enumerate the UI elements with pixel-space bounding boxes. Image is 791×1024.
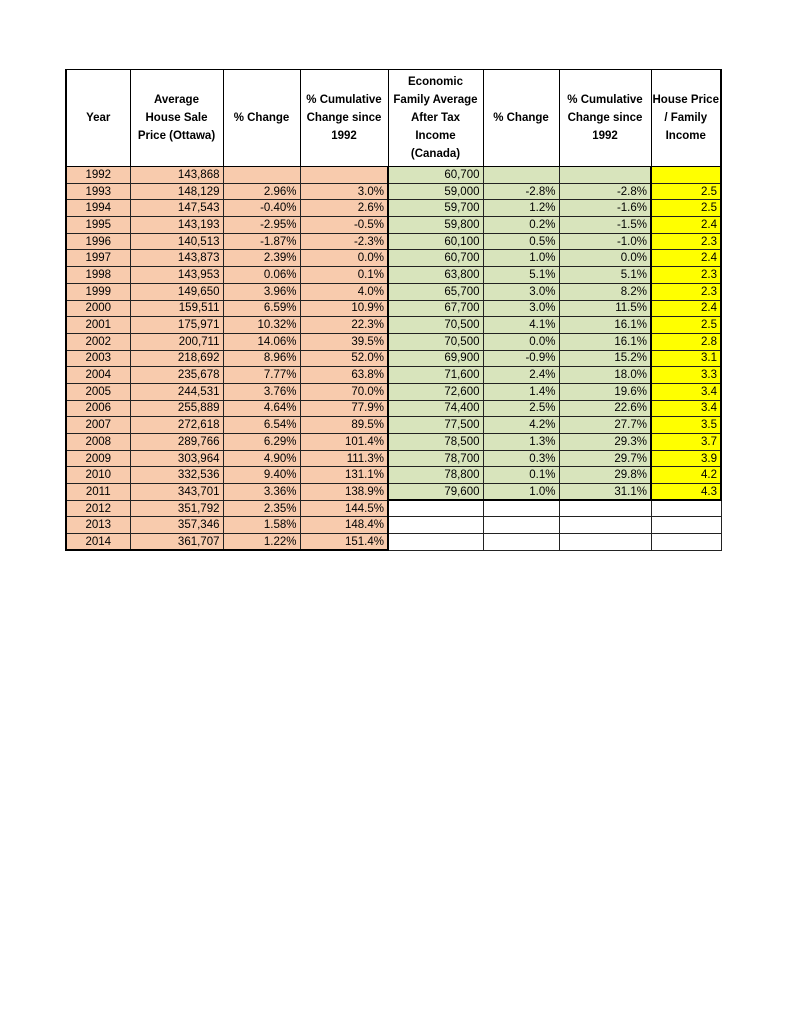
cell-year: 2008 — [66, 434, 130, 451]
table-row — [66, 167, 721, 184]
cell-income-change: 0.3% — [483, 450, 559, 467]
cell-price-cumulative: 3.0% — [300, 183, 388, 200]
cell-income-change: 5.1% — [483, 267, 559, 284]
cell-income-cumulative: 8.2% — [559, 283, 651, 300]
cell-house-price: 175,971 — [130, 317, 223, 334]
cell-price-change: 4.90% — [223, 450, 300, 467]
cell-family-income: 59,700 — [388, 200, 483, 217]
table-row — [66, 400, 721, 417]
cell-price-change: 8.96% — [223, 350, 300, 367]
cell-price-cumulative: 22.3% — [300, 317, 388, 334]
cell-year: 2014 — [66, 534, 130, 551]
table-row — [66, 250, 721, 267]
table-row — [66, 450, 721, 467]
cell-income-cumulative: 11.5% — [559, 300, 651, 317]
cell-year: 2000 — [66, 300, 130, 317]
cell-income-change — [483, 167, 559, 184]
cell-price-income-ratio: 2.4 — [651, 300, 721, 317]
cell-income-change: 0.5% — [483, 233, 559, 250]
cell-year: 1998 — [66, 267, 130, 284]
cell-price-cumulative: 63.8% — [300, 367, 388, 384]
cell-price-cumulative: -2.3% — [300, 233, 388, 250]
empty-cell — [388, 534, 483, 551]
cell-income-cumulative: -1.0% — [559, 233, 651, 250]
table-row — [66, 484, 721, 501]
cell-price-change: 3.76% — [223, 383, 300, 400]
cell-price-change: 3.96% — [223, 283, 300, 300]
cell-year: 2005 — [66, 383, 130, 400]
cell-price-change: 1.22% — [223, 534, 300, 551]
empty-cell — [651, 534, 721, 551]
cell-family-income: 74,400 — [388, 400, 483, 417]
cell-price-income-ratio: 3.4 — [651, 383, 721, 400]
header-row — [66, 70, 721, 167]
header-family-income: Economic Family Average After Tax Income (Canada) — [388, 70, 483, 167]
cell-price-change: 14.06% — [223, 333, 300, 350]
cell-income-change: 0.0% — [483, 333, 559, 350]
table-row — [66, 317, 721, 334]
cell-income-cumulative: 0.0% — [559, 250, 651, 267]
cell-income-cumulative — [559, 167, 651, 184]
table-row — [66, 500, 721, 517]
header-income-cumulative: % Cumulative Change since 1992 — [559, 70, 651, 167]
cell-year: 1996 — [66, 233, 130, 250]
cell-house-price: 143,193 — [130, 217, 223, 234]
empty-cell — [559, 500, 651, 517]
cell-income-cumulative: 29.7% — [559, 450, 651, 467]
cell-family-income: 78,700 — [388, 450, 483, 467]
cell-year: 1999 — [66, 283, 130, 300]
cell-price-cumulative: 4.0% — [300, 283, 388, 300]
cell-family-income: 65,700 — [388, 283, 483, 300]
header-price-change: % Change — [223, 70, 300, 167]
cell-income-cumulative: 22.6% — [559, 400, 651, 417]
cell-price-cumulative: 0.1% — [300, 267, 388, 284]
cell-house-price: 159,511 — [130, 300, 223, 317]
table-row — [66, 517, 721, 534]
cell-price-cumulative: 111.3% — [300, 450, 388, 467]
cell-price-income-ratio: 2.3 — [651, 233, 721, 250]
empty-cell — [559, 517, 651, 534]
table-row — [66, 267, 721, 284]
cell-price-income-ratio: 3.3 — [651, 367, 721, 384]
cell-price-cumulative: 77.9% — [300, 400, 388, 417]
cell-year: 1993 — [66, 183, 130, 200]
cell-income-cumulative: 15.2% — [559, 350, 651, 367]
cell-income-change: 1.2% — [483, 200, 559, 217]
cell-price-income-ratio: 4.2 — [651, 467, 721, 484]
table-row — [66, 283, 721, 300]
cell-family-income: 72,600 — [388, 383, 483, 400]
cell-family-income: 60,100 — [388, 233, 483, 250]
empty-cell — [388, 500, 483, 517]
table-row — [66, 467, 721, 484]
cell-price-change: 2.35% — [223, 500, 300, 517]
cell-price-cumulative: 151.4% — [300, 534, 388, 551]
cell-family-income: 59,000 — [388, 183, 483, 200]
cell-house-price: 244,531 — [130, 383, 223, 400]
cell-price-change — [223, 167, 300, 184]
cell-family-income: 69,900 — [388, 350, 483, 367]
cell-house-price: 140,513 — [130, 233, 223, 250]
table-row — [66, 367, 721, 384]
cell-income-cumulative: -1.5% — [559, 217, 651, 234]
cell-price-income-ratio: 2.4 — [651, 217, 721, 234]
table-row — [66, 534, 721, 551]
cell-price-change: 7.77% — [223, 367, 300, 384]
cell-year: 1995 — [66, 217, 130, 234]
cell-income-cumulative: 27.7% — [559, 417, 651, 434]
cell-price-cumulative: 10.9% — [300, 300, 388, 317]
header-year: Year — [66, 70, 130, 167]
table-row — [66, 350, 721, 367]
cell-income-change: 0.2% — [483, 217, 559, 234]
cell-house-price: 143,868 — [130, 167, 223, 184]
cell-family-income: 60,700 — [388, 167, 483, 184]
housing-data-table — [65, 69, 722, 551]
cell-price-change: 2.96% — [223, 183, 300, 200]
cell-year: 2004 — [66, 367, 130, 384]
cell-price-cumulative: 148.4% — [300, 517, 388, 534]
table-row — [66, 233, 721, 250]
cell-price-income-ratio: 3.5 — [651, 417, 721, 434]
cell-family-income: 67,700 — [388, 300, 483, 317]
cell-price-cumulative: 0.0% — [300, 250, 388, 267]
cell-house-price: 255,889 — [130, 400, 223, 417]
cell-price-cumulative — [300, 167, 388, 184]
cell-house-price: 149,650 — [130, 283, 223, 300]
table-row — [66, 333, 721, 350]
cell-price-income-ratio: 3.7 — [651, 434, 721, 451]
cell-house-price: 143,873 — [130, 250, 223, 267]
cell-income-cumulative: 16.1% — [559, 333, 651, 350]
cell-income-change: 3.0% — [483, 283, 559, 300]
cell-income-cumulative: 19.6% — [559, 383, 651, 400]
header-price-cumulative: % Cumulative Change since 1992 — [300, 70, 388, 167]
cell-year: 2010 — [66, 467, 130, 484]
cell-price-change: -1.87% — [223, 233, 300, 250]
cell-price-change: -0.40% — [223, 200, 300, 217]
cell-family-income: 59,800 — [388, 217, 483, 234]
cell-income-cumulative: 29.8% — [559, 467, 651, 484]
cell-family-income: 77,500 — [388, 417, 483, 434]
cell-price-change: 10.32% — [223, 317, 300, 334]
cell-price-change: -2.95% — [223, 217, 300, 234]
cell-income-cumulative: 18.0% — [559, 367, 651, 384]
cell-house-price: 303,964 — [130, 450, 223, 467]
cell-family-income: 70,500 — [388, 333, 483, 350]
cell-income-cumulative: -2.8% — [559, 183, 651, 200]
cell-price-income-ratio: 2.3 — [651, 267, 721, 284]
empty-cell — [483, 517, 559, 534]
cell-year: 2011 — [66, 484, 130, 501]
cell-family-income: 78,800 — [388, 467, 483, 484]
cell-income-change: 4.2% — [483, 417, 559, 434]
cell-income-change: 3.0% — [483, 300, 559, 317]
cell-house-price: 200,711 — [130, 333, 223, 350]
cell-family-income: 71,600 — [388, 367, 483, 384]
cell-price-income-ratio: 2.5 — [651, 200, 721, 217]
cell-house-price: 351,792 — [130, 500, 223, 517]
cell-house-price: 343,701 — [130, 484, 223, 501]
cell-family-income: 70,500 — [388, 317, 483, 334]
empty-cell — [559, 534, 651, 551]
cell-year: 2003 — [66, 350, 130, 367]
cell-family-income: 60,700 — [388, 250, 483, 267]
table-row — [66, 200, 721, 217]
cell-price-change: 3.36% — [223, 484, 300, 501]
cell-price-change: 9.40% — [223, 467, 300, 484]
cell-house-price: 289,766 — [130, 434, 223, 451]
cell-income-change: 0.1% — [483, 467, 559, 484]
cell-income-change: -0.9% — [483, 350, 559, 367]
cell-income-change: 1.3% — [483, 434, 559, 451]
header-income-change: % Change — [483, 70, 559, 167]
cell-year: 1992 — [66, 167, 130, 184]
cell-family-income: 63,800 — [388, 267, 483, 284]
cell-income-cumulative: 16.1% — [559, 317, 651, 334]
empty-cell — [388, 517, 483, 534]
cell-price-cumulative: 101.4% — [300, 434, 388, 451]
cell-income-change: 1.0% — [483, 484, 559, 501]
cell-house-price: 148,129 — [130, 183, 223, 200]
cell-house-price: 332,536 — [130, 467, 223, 484]
cell-income-cumulative: 5.1% — [559, 267, 651, 284]
cell-price-income-ratio — [651, 167, 721, 184]
cell-house-price: 272,618 — [130, 417, 223, 434]
table-row — [66, 434, 721, 451]
cell-income-cumulative: 31.1% — [559, 484, 651, 501]
cell-house-price: 218,692 — [130, 350, 223, 367]
cell-price-cumulative: -0.5% — [300, 217, 388, 234]
cell-price-income-ratio: 3.1 — [651, 350, 721, 367]
cell-price-cumulative: 138.9% — [300, 484, 388, 501]
cell-price-cumulative: 89.5% — [300, 417, 388, 434]
table-row — [66, 217, 721, 234]
cell-house-price: 147,543 — [130, 200, 223, 217]
empty-cell — [483, 534, 559, 551]
cell-income-change: 2.4% — [483, 367, 559, 384]
table-row — [66, 383, 721, 400]
cell-year: 2001 — [66, 317, 130, 334]
cell-year: 1997 — [66, 250, 130, 267]
cell-family-income: 78,500 — [388, 434, 483, 451]
cell-price-change: 2.39% — [223, 250, 300, 267]
cell-income-change: 1.0% — [483, 250, 559, 267]
cell-price-income-ratio: 4.3 — [651, 484, 721, 501]
cell-house-price: 235,678 — [130, 367, 223, 384]
cell-price-change: 0.06% — [223, 267, 300, 284]
cell-year: 2007 — [66, 417, 130, 434]
cell-income-change: -2.8% — [483, 183, 559, 200]
empty-cell — [651, 500, 721, 517]
cell-price-income-ratio: 3.9 — [651, 450, 721, 467]
cell-house-price: 143,953 — [130, 267, 223, 284]
cell-price-change: 4.64% — [223, 400, 300, 417]
cell-income-change: 4.1% — [483, 317, 559, 334]
cell-price-income-ratio: 2.5 — [651, 317, 721, 334]
cell-price-cumulative: 144.5% — [300, 500, 388, 517]
cell-price-cumulative: 2.6% — [300, 200, 388, 217]
cell-price-change: 6.59% — [223, 300, 300, 317]
cell-price-income-ratio: 2.8 — [651, 333, 721, 350]
empty-cell — [651, 517, 721, 534]
empty-cell — [483, 500, 559, 517]
cell-year: 2009 — [66, 450, 130, 467]
cell-income-cumulative: 29.3% — [559, 434, 651, 451]
cell-house-price: 357,346 — [130, 517, 223, 534]
cell-price-income-ratio: 3.4 — [651, 400, 721, 417]
cell-income-change: 1.4% — [483, 383, 559, 400]
cell-price-income-ratio: 2.5 — [651, 183, 721, 200]
cell-family-income: 79,600 — [388, 484, 483, 501]
cell-price-cumulative: 70.0% — [300, 383, 388, 400]
table-row — [66, 183, 721, 200]
cell-price-cumulative: 39.5% — [300, 333, 388, 350]
cell-price-cumulative: 52.0% — [300, 350, 388, 367]
cell-income-change: 2.5% — [483, 400, 559, 417]
cell-price-income-ratio: 2.4 — [651, 250, 721, 267]
cell-year: 2006 — [66, 400, 130, 417]
table-row — [66, 300, 721, 317]
cell-year: 1994 — [66, 200, 130, 217]
cell-price-change: 1.58% — [223, 517, 300, 534]
cell-price-income-ratio: 2.3 — [651, 283, 721, 300]
cell-price-change: 6.29% — [223, 434, 300, 451]
cell-price-change: 6.54% — [223, 417, 300, 434]
cell-income-cumulative: -1.6% — [559, 200, 651, 217]
cell-year: 2012 — [66, 500, 130, 517]
cell-year: 2013 — [66, 517, 130, 534]
header-house-price: Average House Sale Price (Ottawa) — [130, 70, 223, 167]
cell-price-cumulative: 131.1% — [300, 467, 388, 484]
table-row — [66, 417, 721, 434]
cell-house-price: 361,707 — [130, 534, 223, 551]
cell-year: 2002 — [66, 333, 130, 350]
header-price-income-ratio: House Price / Family Income — [651, 70, 721, 167]
